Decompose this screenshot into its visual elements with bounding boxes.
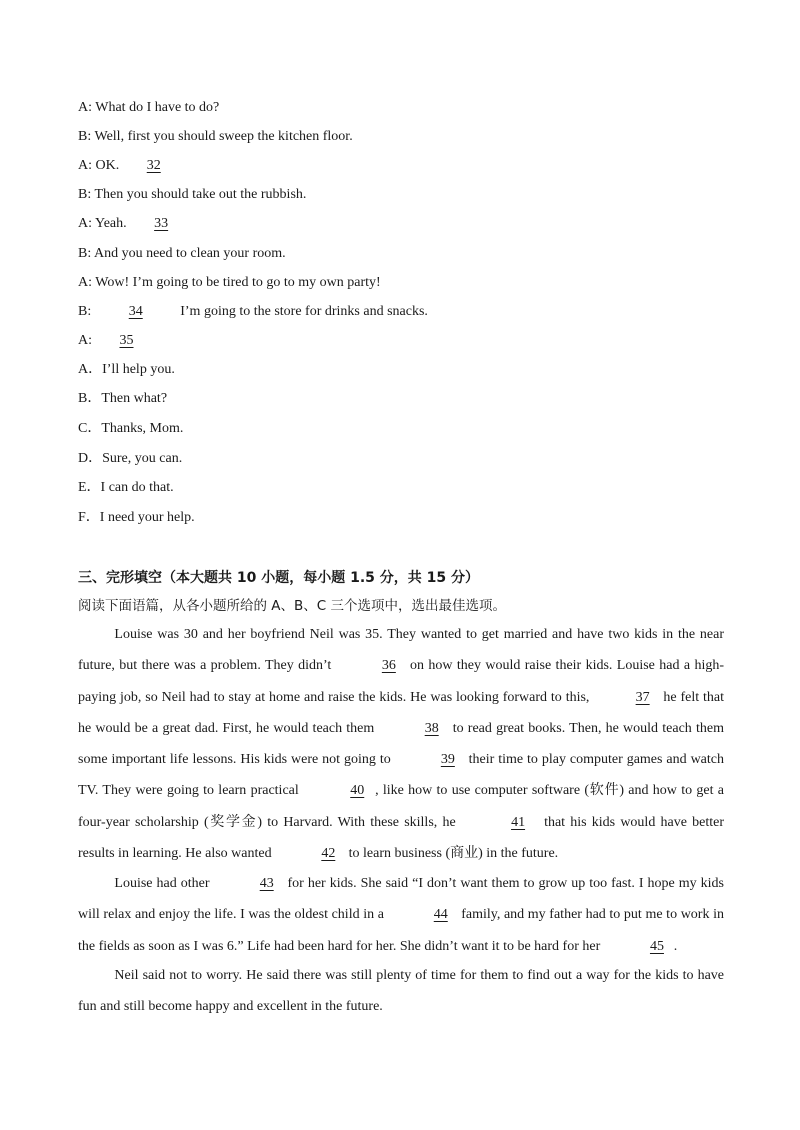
speaker: A: [78,100,92,115]
speaker: B: [78,246,92,261]
speaker: B: [78,129,92,144]
section-title: 三、完形填空（本大题共 10 小题，每小题 1.5 分，共 15 分） [78,570,480,586]
answer-blank-44[interactable]: 44 [433,907,448,923]
answer-blank-38[interactable]: 38 [424,720,439,736]
passage-paragraph-2 [78,868,724,962]
dialogue-line-3 [78,157,179,175]
speaker: B: [78,187,92,202]
option-c: C．Thanks, Mom. [78,421,184,436]
passage-paragraph-3 [78,960,724,1023]
passage-text: to learn business (商业) in the future. [345,846,559,862]
speaker: A: [78,275,92,290]
dialogue-line-2 [78,128,353,146]
speaker: B: [78,304,92,319]
passage-text: Louise was 30 and her boyfriend Neil was 35. They wanted to get married and have two kids in the near future, but there was a problem. They didn’t [78,627,724,674]
option-a: A．I’ll help you. [78,362,175,377]
option-e: E．I can do that. [78,480,174,495]
answer-blank-43[interactable]: 43 [259,876,274,891]
passage-text: family, and my father had to put me to work in the fields as soon as I was 6.” Life had been hard for her. She didn’t want it to be hard for her [78,907,724,954]
dialogue-line-9 [78,332,152,350]
dialogue-text: Well, first you should sweep the kitchen floor. [94,129,353,144]
dialogue-line-8 [78,303,428,321]
passage-text: for her kids. She said “I don’t want them to grow up too fast. I hope my kids will relax and enjoy the life. I was the oldest child in a [78,876,724,923]
option-b: B．Then what? [78,391,168,406]
passage-text: he felt that he would be a great dad. First, he would teach them [78,689,724,736]
passage-text: Neil said not to worry. He said there was still plenty of time for them to find out a way for the kids to have fun and still become happy and excellent in the future. [78,968,724,1015]
dialogue-text: Wow! I’m going to be tired to go to my own party! [95,275,381,290]
dialogue-line-6 [78,245,286,263]
passage-text: on how they would raise their kids. Louise had a high-paying job, so Neil had to stay at home and raise the kids. He was looking forward to this, [78,658,725,705]
dialogue-line-5 [78,215,186,233]
passage-paragraph-1 [78,619,724,869]
speaker: A: [78,216,92,231]
answer-blank-33[interactable]: 33 [154,216,169,231]
section-instruction: 阅读下面语篇，从各小题所给的 A、B、C 三个选项中，选出最佳选项。 [78,598,507,614]
answer-blank-34[interactable]: 34 [128,304,143,319]
dialogue-text: What do I have to do? [95,100,220,115]
answer-blank-45[interactable]: 45 [649,938,664,954]
dialogue-text: Then you should take out the rubbish. [94,187,307,202]
dialogue-text: OK. [95,158,120,173]
dialogue-line-4 [78,186,306,204]
passage-text: their time to play computer games and watch TV. They were going to learn practical [78,752,724,799]
answer-blank-40[interactable]: 40 [350,783,365,799]
answer-blank-37[interactable]: 37 [635,689,650,705]
answer-blank-32[interactable]: 32 [146,158,161,173]
dialogue-text: I’m going to the store for drinks and snacks. [180,304,428,319]
speaker: A: [78,158,92,173]
answer-blank-36[interactable]: 36 [381,658,396,674]
answer-blank-41[interactable]: 41 [511,814,526,830]
passage-text: Louise had other [114,876,214,891]
passage-text: that his kids would have better results in learning. He also wanted [78,814,724,862]
passage-text: to read great books. Then, he would teach them some important life lessons. His kids were not going to [78,720,724,768]
dialogue-line-1 [78,99,219,117]
answer-blank-35[interactable]: 35 [119,333,134,348]
option-f: F．I need your help. [78,510,195,525]
option-d: D．Sure, you can. [78,451,183,466]
answer-blank-42[interactable]: 42 [321,846,336,862]
dialogue-line-7 [78,274,381,292]
dialogue-text: Yeah. [94,216,127,231]
dialogue-text: And you need to clean your room. [93,246,286,261]
speaker: A: [78,333,92,348]
answer-blank-39[interactable]: 39 [440,752,455,768]
passage-text: . [673,938,678,954]
passage-text: , like how to use computer software (软件) and how to get a four-year scholarship (奖学金) to Harvard. With these skills, he [78,783,724,830]
